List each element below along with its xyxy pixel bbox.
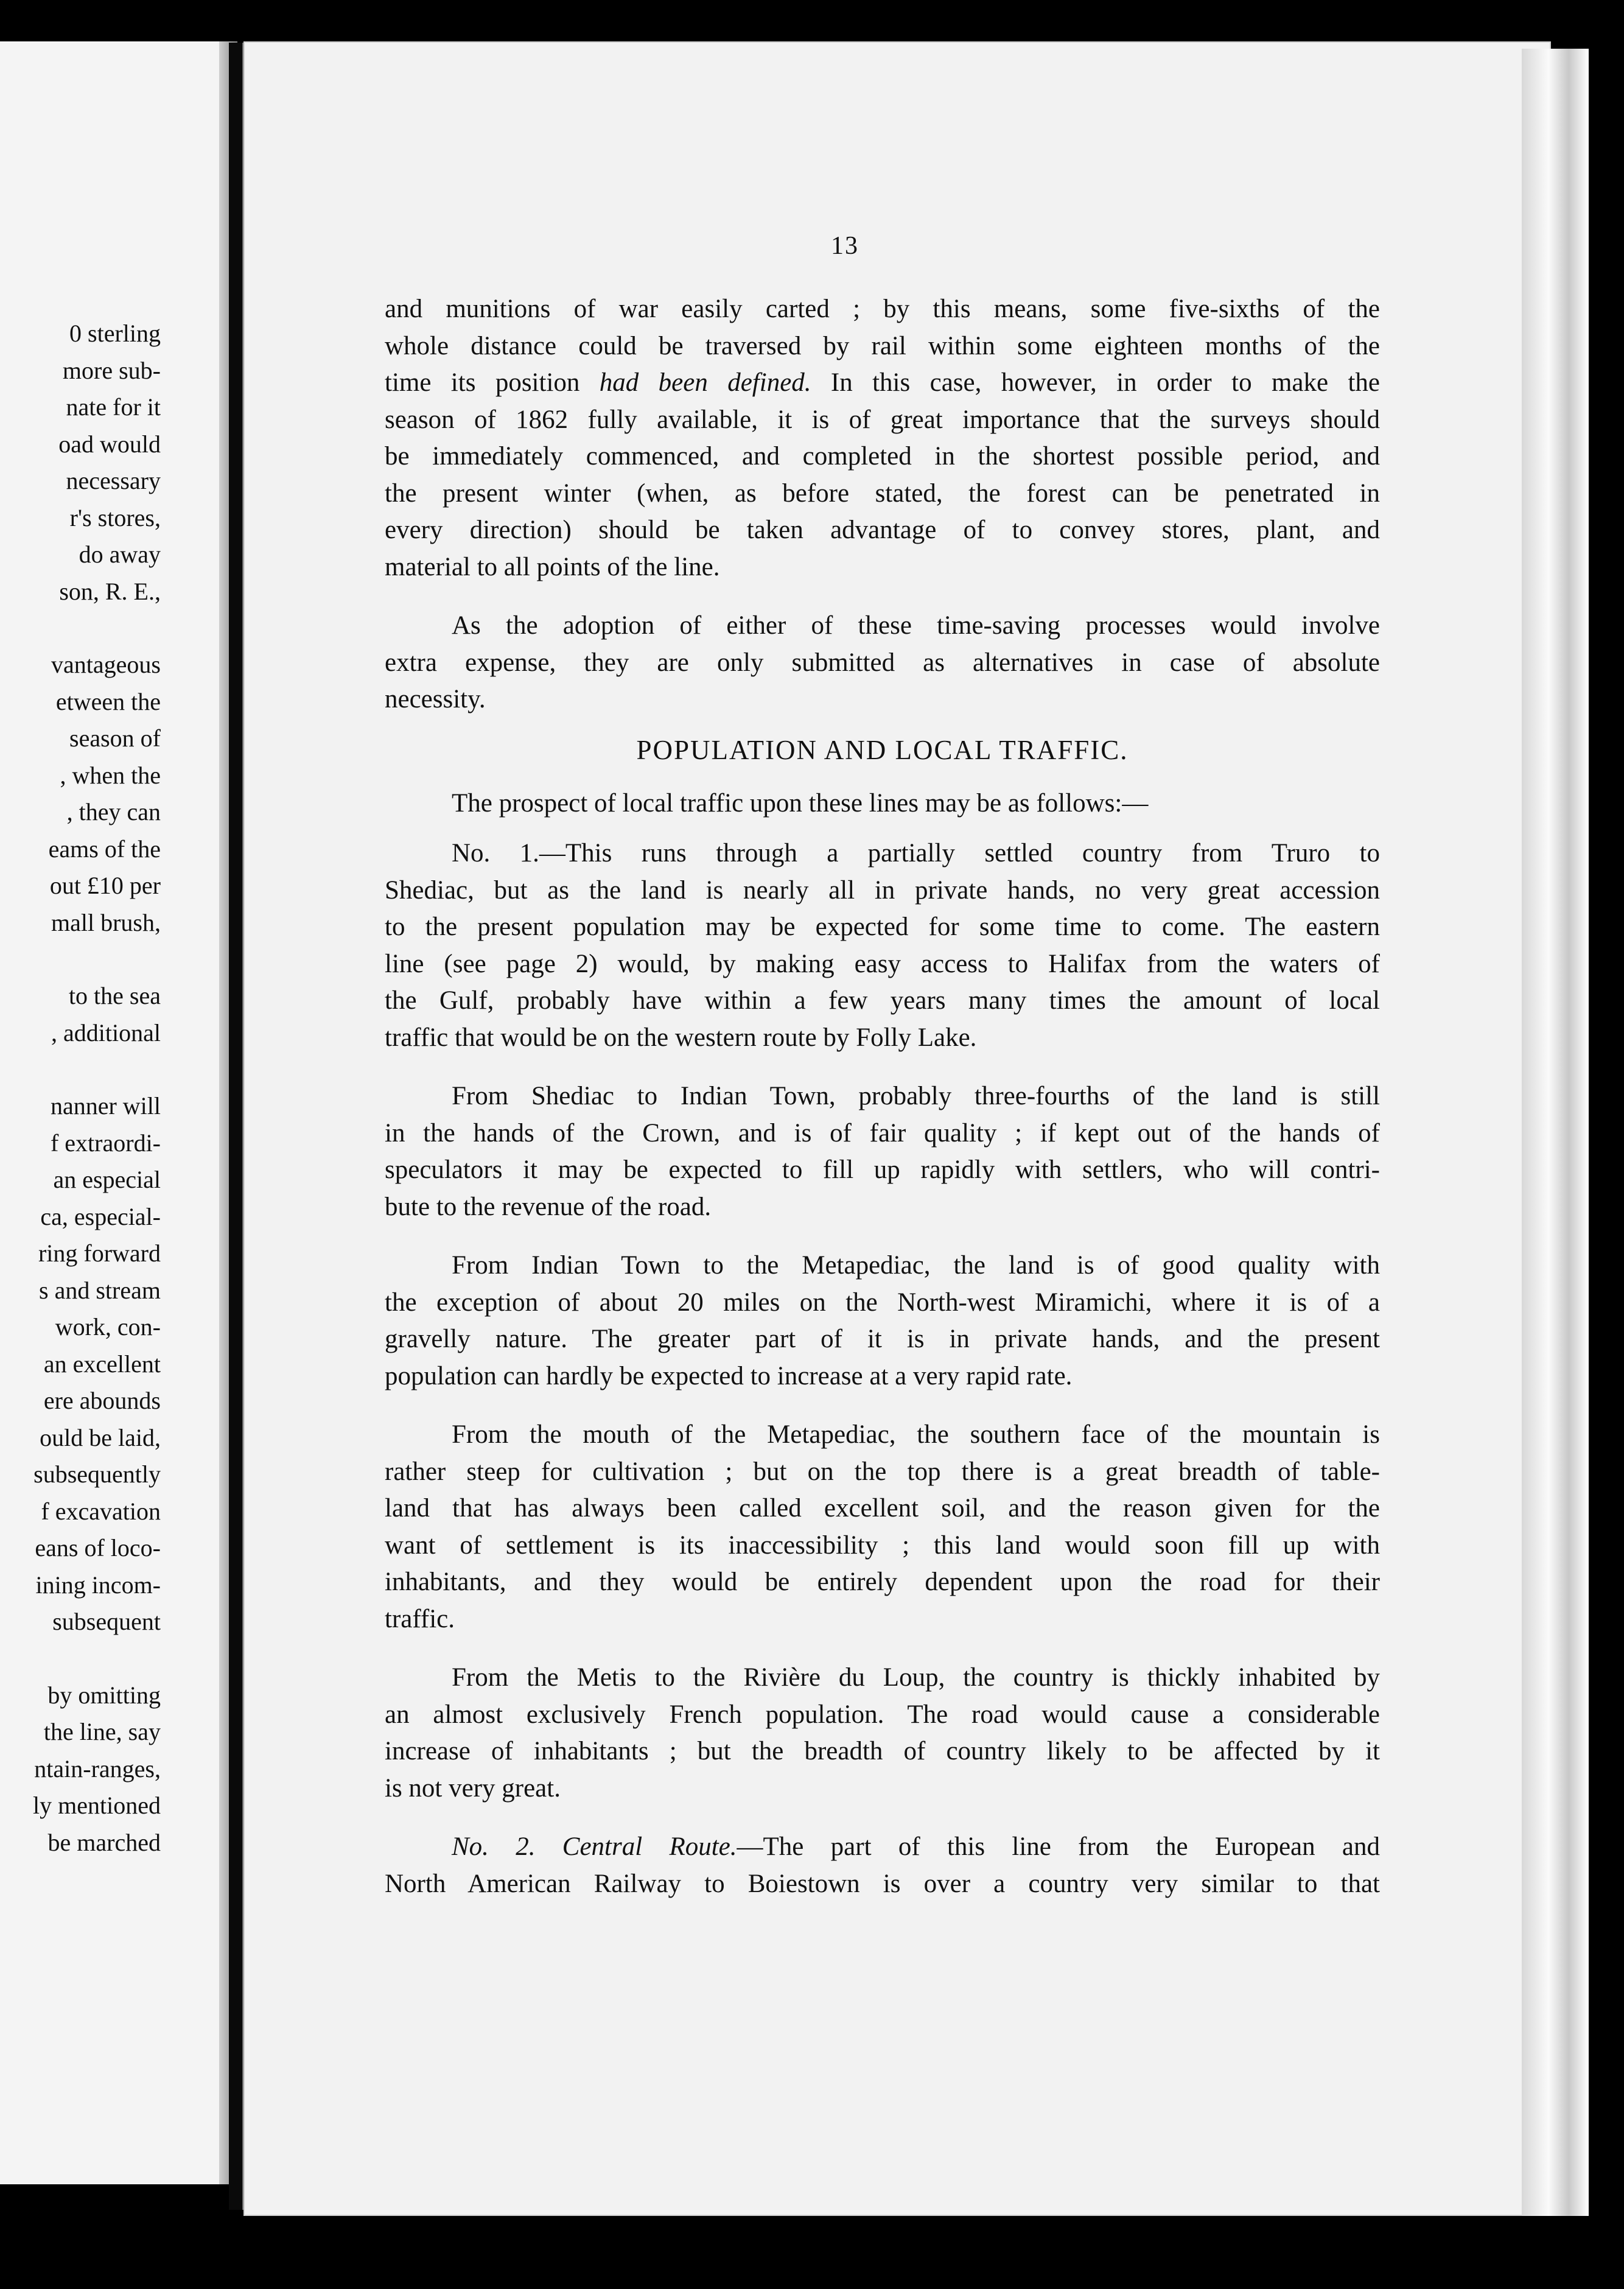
text-line: population can hardly be expected to increase at a very rapid rate. bbox=[385, 1361, 1073, 1390]
text-line: line (see page 2) would, by making easy access to Halifax from the waters of bbox=[385, 949, 1380, 978]
text-line: every direction) should be taken advantage of to convey stores, plant, and bbox=[385, 516, 1380, 544]
facing-page-line: ring forward bbox=[38, 1239, 161, 1267]
paragraph-3 bbox=[385, 785, 1380, 822]
text-line: No. 1.—This runs through a partially settled country from Truro to bbox=[452, 839, 1380, 868]
paragraph-2 bbox=[385, 608, 1380, 718]
paragraph-1 bbox=[385, 291, 1380, 586]
text-line: time its position had been defined. In this case, however, in order to make the bbox=[385, 368, 1380, 397]
facing-page-line: 0 sterling bbox=[69, 320, 161, 347]
text-line: Shediac, but as the land is nearly all in private hands, no very great accession bbox=[385, 875, 1380, 905]
facing-page-line: an excellent bbox=[43, 1350, 161, 1378]
facing-page-line: necessary bbox=[66, 467, 161, 494]
facing-page-line: ould be laid, bbox=[40, 1423, 161, 1451]
text-line: North American Railway to Boiestown is over a country very similar to that bbox=[385, 1869, 1380, 1898]
facing-page-line: by omitting bbox=[47, 1681, 161, 1709]
facing-page-line: work, con- bbox=[55, 1313, 161, 1341]
paragraph-4 bbox=[385, 835, 1380, 1056]
facing-page-line: etween the bbox=[55, 687, 161, 715]
text-line: and munitions of war easily carted ; by this means, some five-sixths of the bbox=[385, 295, 1380, 323]
facing-page-line: ntain-ranges, bbox=[34, 1754, 161, 1782]
text-line: the Gulf, probably have within a few years many times the amount of local bbox=[385, 986, 1380, 1015]
facing-page-line: , additional bbox=[51, 1018, 161, 1046]
facing-page-line: r's stores, bbox=[69, 503, 161, 531]
facing-page-line: ly mentioned bbox=[33, 1792, 161, 1819]
text-line: gravelly nature. The greater part of it is in private hands, and the present bbox=[385, 1325, 1380, 1353]
text-line: season of 1862 fully available, it is of great importance that the surveys should bbox=[385, 405, 1380, 434]
text-line: From Shediac to Indian Town, probably three-fourths of the land is still bbox=[452, 1082, 1380, 1110]
page-number: 13 bbox=[831, 232, 859, 260]
text-line: rather steep for cultivation ; but on the top there is a great breadth of table- bbox=[385, 1457, 1380, 1486]
facing-page-line: ining incom- bbox=[35, 1571, 161, 1599]
facing-page-line bbox=[0, 610, 161, 647]
text-line: No. 2. Central Route.—The part of this line from the European and bbox=[452, 1832, 1381, 1861]
paragraph-9 bbox=[385, 1829, 1380, 1902]
text-line: increase of inhabitants ; but the breadth of country likely to be affected by it bbox=[385, 1737, 1380, 1765]
page-stack-edge bbox=[1522, 49, 1589, 2216]
facing-page-line: subsequently bbox=[33, 1460, 161, 1488]
text-line: From Indian Town to the Metapediac, the land is of good quality with bbox=[452, 1251, 1380, 1280]
facing-page-line: mall brush, bbox=[51, 908, 161, 936]
text-line: land that has always been called excellent soil, and the reason given for the bbox=[385, 1494, 1380, 1523]
paragraph-8 bbox=[385, 1660, 1380, 1807]
paragraph-7 bbox=[385, 1417, 1380, 1638]
book-gutter bbox=[229, 43, 242, 2210]
facing-page-line: to the sea bbox=[68, 982, 161, 1009]
text-line: be immediately commenced, and completed in the shortest possible period, and bbox=[385, 442, 1380, 471]
facing-page-line: vantageous bbox=[51, 651, 161, 678]
text-line: an almost exclusively French population. The road would cause a considerable bbox=[385, 1700, 1380, 1729]
facing-page-line: eans of loco- bbox=[35, 1534, 161, 1562]
text-line: extra expense, they are only submitted as alternatives in case of absolute bbox=[385, 648, 1380, 677]
text-line: speculators it may be expected to fill up rapidly with settlers, who will contri- bbox=[385, 1155, 1380, 1184]
facing-page-line: f extraordi- bbox=[50, 1129, 161, 1157]
text-line: to the present population may be expected for some time to come. The eastern bbox=[385, 913, 1380, 941]
text-line: necessity. bbox=[385, 685, 486, 713]
facing-page-line: son, R. E., bbox=[59, 577, 161, 605]
text-line: the exception of about 20 miles on the North-west Miramichi, where it is of a bbox=[385, 1288, 1380, 1317]
text-line: is not very great. bbox=[385, 1773, 561, 1803]
facing-page-line: be marched bbox=[47, 1828, 161, 1856]
facing-page-line: oad would bbox=[58, 430, 161, 458]
facing-page-line: s and stream bbox=[39, 1276, 161, 1304]
text-line: bute to the revenue of the road. bbox=[385, 1192, 712, 1221]
facing-page-line: eams of the bbox=[48, 835, 161, 863]
text-line: the present winter (when, as before stated, the forest can be penetrated in bbox=[385, 478, 1380, 508]
facing-page-line bbox=[0, 941, 161, 978]
facing-page-line: nanner will bbox=[50, 1092, 161, 1120]
facing-page-line: nate for it bbox=[66, 393, 161, 421]
facing-page-left bbox=[0, 41, 226, 2184]
text-line: traffic. bbox=[385, 1604, 455, 1633]
facing-page-text bbox=[0, 315, 161, 1861]
facing-page-line: season of bbox=[69, 724, 161, 752]
facing-page-line: ere abounds bbox=[43, 1387, 161, 1414]
text-line: material to all points of the line. bbox=[385, 552, 720, 581]
paragraph-6 bbox=[385, 1247, 1380, 1395]
facing-page-line: subsequent bbox=[52, 1608, 161, 1635]
facing-page-line: , when the bbox=[60, 761, 161, 789]
text-line: As the adoption of either of these time-saving processes would involve bbox=[452, 611, 1380, 640]
section-heading: POPULATION AND LOCAL TRAFFIC. bbox=[636, 734, 1129, 765]
facing-page-line: an especial bbox=[53, 1166, 161, 1193]
facing-page-line: f excavation bbox=[41, 1497, 161, 1525]
text-line: From the Metis to the Rivière du Loup, the country is thickly inhabited by bbox=[452, 1663, 1380, 1692]
italic-phrase: had been defined. bbox=[599, 368, 811, 397]
text-line: inhabitants, and they would be entirely dependent upon the road for their bbox=[385, 1568, 1380, 1596]
paragraph-5 bbox=[385, 1078, 1380, 1225]
facing-page-line: ca, especial- bbox=[40, 1202, 161, 1230]
page-body bbox=[385, 291, 1380, 1902]
text-line: whole distance could be traversed by rail within some eighteen months of the bbox=[385, 331, 1380, 360]
text-line: in the hands of the Crown, and is of fair quality ; if kept out of the hands of bbox=[385, 1118, 1380, 1148]
text-line: From the mouth of the Metapediac, the southern face of the mountain is bbox=[452, 1420, 1380, 1449]
text-line: traffic that would be on the western route by Folly Lake. bbox=[385, 1023, 977, 1052]
facing-page-line: do away bbox=[79, 541, 161, 568]
facing-page-line: out £10 per bbox=[49, 872, 161, 899]
facing-page-line: , they can bbox=[66, 798, 161, 826]
facing-page-line bbox=[0, 1051, 161, 1088]
text-line: want of settlement is its inaccessibility ; this land would soon fill up with bbox=[385, 1530, 1380, 1560]
facing-page-line: more sub- bbox=[62, 356, 161, 384]
text-line: The prospect of local traffic upon these lines may be as follows:— bbox=[452, 788, 1149, 818]
italic-phrase: No. 2. Central Route. bbox=[452, 1832, 737, 1861]
facing-page-line bbox=[0, 1641, 161, 1677]
facing-page-line: the line, say bbox=[43, 1718, 161, 1745]
